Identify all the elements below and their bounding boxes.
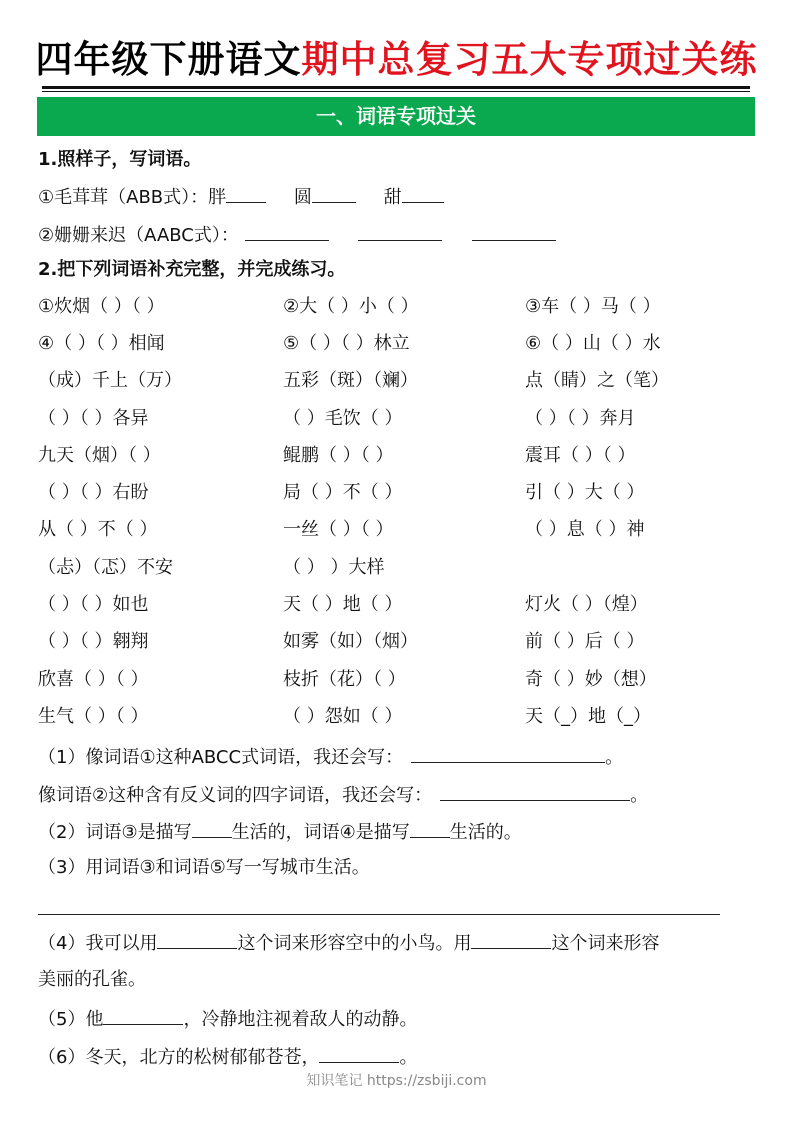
answer-line[interactable] <box>38 914 720 915</box>
question-1-item-2 <box>38 222 556 248</box>
idiom-cell[interactable]: 如雾（如）（烟） <box>283 631 418 652</box>
idiom-cell[interactable]: 五彩（斑）（斓） <box>283 370 418 391</box>
page-title <box>0 36 793 84</box>
idiom-cell[interactable]: ⑥（ ）山（ ）水 <box>525 333 661 354</box>
idiom-cell[interactable]: 生气（ ）（ ） <box>38 706 149 727</box>
prompt-text: 像词语②这种含有反义词的四字词语，我还会写： <box>38 785 433 806</box>
answer-blank[interactable] <box>245 222 329 241</box>
word-prefix: 胖 <box>208 187 227 208</box>
question-1-title: 1.照样子，写词语。 <box>38 149 202 170</box>
question-1-item-1 <box>38 184 444 210</box>
sub-question-5 <box>38 1006 417 1032</box>
prompt-text: 这个词来形容空中的小鸟。用 <box>237 933 472 954</box>
idiom-cell[interactable]: 灯火（ ）（煌） <box>525 594 648 615</box>
idiom-cell[interactable]: （ ）（ ）各异 <box>38 408 149 429</box>
sub-question-4-cont: 美丽的孔雀。 <box>38 969 146 990</box>
period: 。 <box>630 785 649 806</box>
sub-question-2 <box>38 819 522 845</box>
answer-blank[interactable] <box>103 1006 183 1025</box>
idiom-cell[interactable]: （成）千上（万） <box>38 370 182 391</box>
answer-blank[interactable] <box>226 184 266 203</box>
idiom-cell[interactable]: 引（ ）大（ ） <box>525 482 645 503</box>
sub-question-1a <box>38 744 623 770</box>
question-2-title: 2.把下列词语补充完整，并完成练习。 <box>38 259 346 280</box>
watermark: 知识笔记 https://zsbiji.com <box>306 1073 487 1089</box>
answer-blank[interactable] <box>471 930 551 949</box>
idiom-cell[interactable]: ①炊烟（ ）（ ） <box>38 296 165 317</box>
idiom-cell[interactable]: 天（_）地（_） <box>525 706 651 727</box>
idiom-cell[interactable]: 奇（ ）妙（想） <box>525 669 657 690</box>
title-divider-thick <box>42 86 750 89</box>
idiom-cell[interactable]: 鲲鹏（ ）（ ） <box>283 445 394 466</box>
sub-question-3: （3）用词语③和词语⑤写一写城市生活。 <box>38 857 370 878</box>
idiom-cell[interactable]: （ ）毛饮（ ） <box>283 408 403 429</box>
sub-question-4 <box>38 930 659 956</box>
prompt-text: （2）词语③是描写 <box>38 822 192 843</box>
answer-blank[interactable] <box>410 819 450 838</box>
answer-blank[interactable] <box>157 930 237 949</box>
idiom-cell[interactable]: 九天（烟）（ ） <box>38 445 161 466</box>
word-prefix: 圆 <box>293 187 312 208</box>
idiom-cell[interactable]: （ ）怨如（ ） <box>283 706 403 727</box>
answer-blank[interactable] <box>402 184 444 203</box>
idiom-cell[interactable]: ④（ ）（ ）相闻 <box>38 333 165 354</box>
prompt-text: （4）我可以用 <box>38 933 158 954</box>
idiom-cell[interactable]: 从（ ）不（ ） <box>38 519 158 540</box>
section-banner: 一、词语专项过关 <box>37 97 755 136</box>
idiom-cell[interactable]: 局（ ）不（ ） <box>283 482 403 503</box>
idiom-cell[interactable]: 前（ ）后（ ） <box>525 631 645 652</box>
idiom-cell[interactable]: 欣喜（ ）（ ） <box>38 669 149 690</box>
idiom-cell[interactable]: 枝折（花）（ ） <box>283 669 406 690</box>
idiom-cell[interactable]: 天（ ）地（ ） <box>283 594 403 615</box>
prompt-text: 生活的，词语④是描写 <box>231 822 410 843</box>
item-2-label: ②姗姗来迟（AABC式）： <box>38 225 239 246</box>
answer-blank[interactable] <box>411 744 605 763</box>
idiom-cell[interactable]: 一丝（ ）（ ） <box>283 519 394 540</box>
idiom-cell[interactable]: （ ） ）大样 <box>283 557 385 578</box>
answer-blank[interactable] <box>312 184 356 203</box>
idiom-cell[interactable]: ⑤（ ）（ ）林立 <box>283 333 410 354</box>
title-grade: 四年级下册语文 <box>35 38 302 81</box>
idiom-cell[interactable]: （ ）（ ）翱翔 <box>38 631 149 652</box>
title-subject: 期中总复习五大专项过关练 <box>301 38 758 81</box>
idiom-cell[interactable]: （ ）息（ ）神 <box>525 519 645 540</box>
item-1-label: ①毛茸茸（ABB式）： <box>38 187 209 208</box>
sub-question-1b <box>38 782 648 808</box>
prompt-text: （6）冬天，北方的松树郁郁苍苍， <box>38 1047 320 1068</box>
prompt-text: 这个词来形容 <box>551 933 660 954</box>
answer-blank[interactable] <box>192 819 232 838</box>
prompt-text: （5）他 <box>38 1009 104 1030</box>
idiom-cell[interactable]: （忐）（忑）不安 <box>38 557 173 578</box>
title-divider-thin <box>42 91 750 92</box>
prompt-text: ，冷静地注视着敌人的动静。 <box>183 1009 418 1030</box>
idiom-cell[interactable]: （ ）（ ）右盼 <box>38 482 149 503</box>
prompt-text: 生活的。 <box>449 822 522 843</box>
period: 。 <box>605 747 624 768</box>
answer-blank[interactable] <box>440 782 630 801</box>
answer-blank[interactable] <box>358 222 442 241</box>
idiom-cell[interactable]: ③车（ ）马（ ） <box>525 296 661 317</box>
sub-question-6 <box>38 1044 417 1070</box>
idiom-cell[interactable]: （ ）（ ）奔月 <box>525 408 636 429</box>
idiom-cell[interactable]: ②大（ ）小（ ） <box>283 296 419 317</box>
prompt-text: （1）像词语①这种ABCC式词语，我还会写： <box>38 747 404 768</box>
answer-blank[interactable] <box>472 222 556 241</box>
idiom-cell[interactable]: 震耳（ ）（ ） <box>525 445 636 466</box>
answer-blank[interactable] <box>319 1044 399 1063</box>
period: 。 <box>399 1047 418 1068</box>
idiom-cell[interactable]: 点（睛）之（笔） <box>525 370 669 391</box>
word-prefix: 甜 <box>383 187 402 208</box>
idiom-cell[interactable]: （ ）（ ）如也 <box>38 594 149 615</box>
